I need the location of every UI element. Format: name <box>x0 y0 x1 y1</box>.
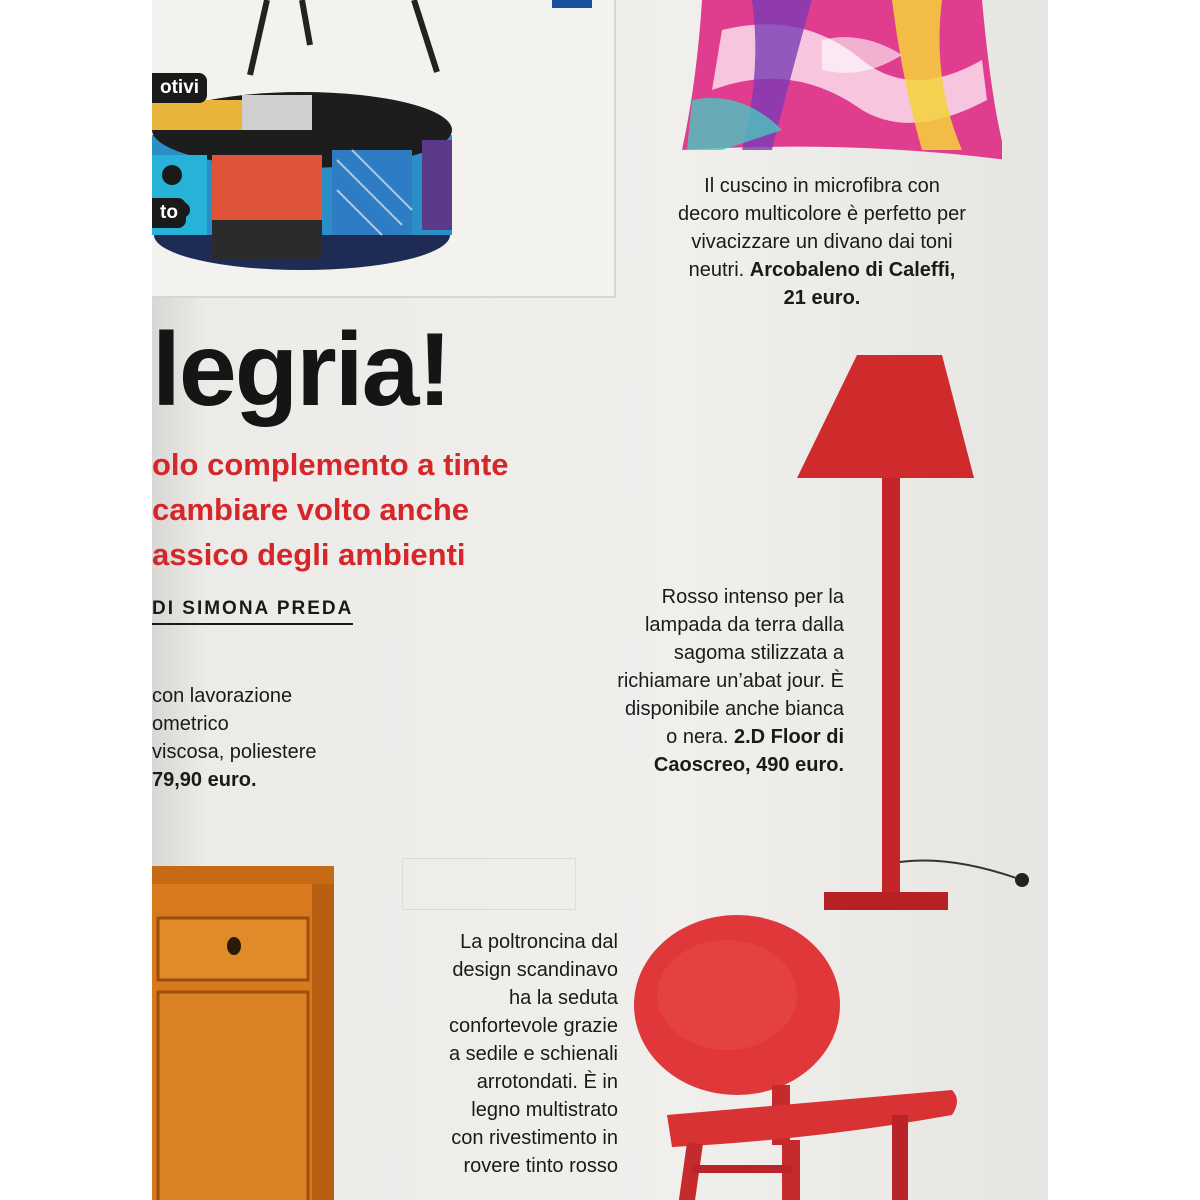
caption-line: arrotondati. È in <box>476 1071 618 1093</box>
page-subtitle <box>152 442 582 577</box>
caption-line: decoro multicolore è perfetto per <box>678 203 966 225</box>
product-brand: Arcobaleno di Caleffi, <box>749 259 956 281</box>
caption-text: o nera. <box>666 726 729 748</box>
caption-line: disponibile anche bianca <box>624 698 844 720</box>
caption-line: Il cuscino in microfibra con <box>704 175 940 197</box>
page-title: legria! <box>152 312 451 428</box>
product-price: 79,90 euro. <box>152 769 257 791</box>
caption-line: a sedile e schienali <box>449 1043 618 1065</box>
caption-line: design scandinavo <box>452 959 618 981</box>
product-price: Caoscreo, 490 euro. <box>653 754 844 776</box>
magazine-page <box>152 0 1048 1200</box>
caption-line: legno multistrato <box>471 1099 618 1121</box>
caption-line: con rivestimento in <box>451 1127 618 1149</box>
subtitle-line: olo complemento a tinte <box>152 447 509 482</box>
cushion-illustration <box>662 0 1002 165</box>
caption-line: rovere tinto rosso <box>463 1155 618 1177</box>
tag-label-top: otivi <box>152 73 207 103</box>
pouf-illustration <box>152 0 614 296</box>
caption-line: lampada da terra dalla <box>644 614 844 636</box>
caption-line: confortevole grazie <box>449 1015 618 1037</box>
cushion-caption <box>632 172 1012 312</box>
chair-illustration <box>632 915 992 1200</box>
caption-line: sagoma stilizzata a <box>673 642 844 664</box>
cabinet-illustration <box>152 866 334 1200</box>
author-byline: DI SIMONA PREDA <box>152 598 353 625</box>
caption-line: ometrico <box>152 713 229 735</box>
tag-label-middle: to <box>152 198 186 228</box>
caption-line <box>632 256 1012 284</box>
caption-line: La poltroncina dal <box>460 931 618 953</box>
lamp-caption <box>552 583 844 779</box>
subtitle-line: cambiare volto anche <box>152 492 470 527</box>
caption-line: ha la seduta <box>509 987 618 1009</box>
caption-line: Rosso intenso per la <box>661 586 844 608</box>
caption-line: con lavorazione <box>152 685 293 707</box>
bleed-through-box <box>402 858 576 910</box>
caption-line: vivacizzare un divano dai toni <box>691 231 953 253</box>
product-brand: 2.D Floor di <box>734 726 844 748</box>
caption-line <box>552 723 844 751</box>
product-price: 21 euro. <box>783 287 861 309</box>
pouf-caption <box>152 682 452 794</box>
subtitle-line: assico degli ambienti <box>152 537 466 572</box>
caption-text: neutri. <box>688 259 745 281</box>
chair-caption <box>382 928 618 1180</box>
caption-line: richiamare un’abat jour. È <box>617 670 844 692</box>
caption-line: viscosa, poliestere <box>152 741 317 763</box>
pouf-photo-box <box>152 0 616 298</box>
